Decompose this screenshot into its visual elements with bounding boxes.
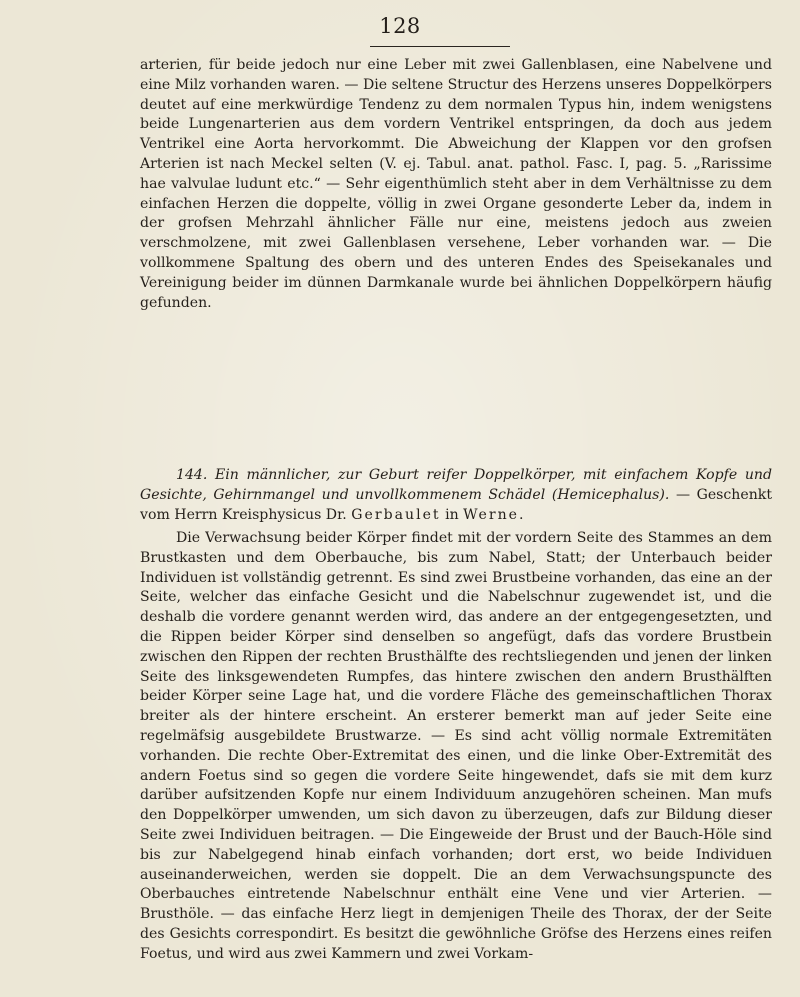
- specimen-number: 144.: [176, 467, 208, 483]
- specimen-title: Ein männlicher, zur Geburt reifer Doppelkörper, mit einfachem Kopfe und Gesichte, Gehirnmangel und unvollkommenem Schädel (Hemicephalus).: [140, 467, 772, 503]
- donation-note: — Geschenkt vom Herrn Kreisphysicus Dr.: [140, 486, 773, 523]
- page-number: 128: [379, 14, 421, 38]
- donor-place: Werne.: [463, 506, 526, 523]
- specimen-heading-paragraph: [140, 466, 772, 525]
- paragraph-continuation: arterien, für beide jedoch nur eine Leber mit zwei Gallenblasen, eine Nabelvene und eine Milz vorhanden waren. — Die seltene Structur des Herzens unseres Doppelkörpers deutet auf eine merkwürdige Tendenz zu dem normalen Typus hin, indem wenigstens beide Lungenarterien aus dem vordern Ventrikel entspringen, da doch aus jedem Ventrikel eine Aorta hervorkommt. Die Abweichung der Klappen vor den grofsen Arterien ist nach Meckel selten (V. ej. Tabul. anat. pathol. Fasc. I, pag. 5. „Rarissime hae valvulae ludunt etc.“ — Sehr eigenthümlich steht aber in dem Verhältnisse zu dem einfachen Herzen die doppelte, völlig in zwei Organe gesonderte Leber da, indem in der grofsen Mehrzahl ähnlicher Fälle nur eine, meistens jedoch aus zweien verschmolzene, mit zwei Gallenblasen versehene, Leber vorhanden war. — Die vollkommene Spaltung des obern und des unteren Endes des Speisekanales und Vereinigung beider im dünnen Darmkanale wurde bei ähnlichen Doppelkörpern häufig gefunden.: [140, 57, 772, 311]
- description-paragraph: Die Verwachsung beider Körper findet mit der vordern Seite des Stammes an dem Brustkasten und dem Oberbauche, bis zum Nabel, Statt; der Unterbauch beider Individuen ist vollständig getrennt. Es sind zwei Brustbeine vorhanden, das eine an der Seite, welcher das einfache Gesicht und die Nabelschnur zugewendet ist, und die deshalb die vordere genannt werden wird, das andere an der entgegengesetzten, und die Rippen beider Körper sind denselben so angefügt, dafs das vordere Brustbein zwischen den Rippen der rechten Brusthälfte des rechtsliegenden und jenen der linken Seite des linksgewendeten Rumpfes, das hintere zwischen den andern Brusthälften beider Körper seine Lage hat, und die vordere Fläche des gemeinschaftlichen Thorax breiter als der hintere erscheint. An ersterer bemerkt man auf jeder Seite eine regelmäfsig ausgebildete Brustwarze. — Es sind acht völlig normale Extremitäten vorhanden. Die rechte Ober-Extremitat des einen, und die linke Ober-Extremität des andern Foetus sind so gegen die vordere Seite hingewendet, dafs sie mit dem kurz darüber aufsitzenden Kopfe nur einem Individuum anzugehören scheinen. Man mufs den Doppelkörper umwenden, um sich davon zu überzeugen, dafs zur Bildung dieser Seite zwei Individuen beitragen. — Die Eingeweide der Brust und der Bauch-Höle sind bis zur Nabelgegend hinab einfach vorhanden; dort erst, wo beide Individuen auseinanderweichen, werden sie doppelt. Die an dem Verwachsungspuncte des Oberbauches eintretende Nabelschnur enthält eine Vene und vier Arterien. — Brusthöle. — das einfache Herz liegt in demjenigen Theile des Thorax, der der Seite des Gesichts correspondirt. Es besitzt die gewöhnliche Gröfse des Herzens eines reifen Foetus, und wird aus zwei Kammern und zwei Vorkam-: [140, 530, 772, 962]
- donor-name: Gerbaulet: [351, 506, 441, 523]
- header-rule: [370, 46, 510, 47]
- donation-in: in: [445, 506, 459, 523]
